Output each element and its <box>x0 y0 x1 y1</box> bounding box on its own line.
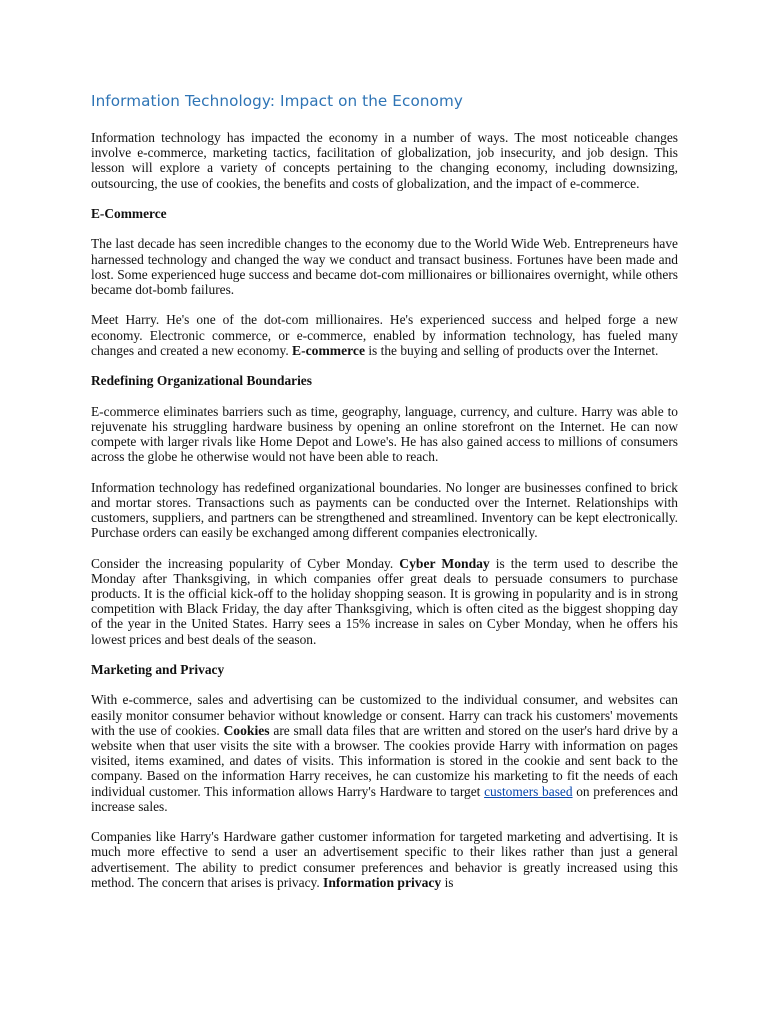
text-run: on preferences and increase sales. <box>91 783 679 814</box>
boundaries-paragraph-3 <box>91 556 678 647</box>
section-heading-boundaries: Redefining Organizational Boundaries <box>91 373 312 389</box>
section-heading-marketing: Marketing and Privacy <box>91 661 225 677</box>
ecommerce-paragraph-1: The last decade has seen incredible changes to the economy due to the World Wide Web. Entrepreneurs have harnessed technology and changed the way we conduct and transact business. Fortunes have been made and lost. Some experienced huge success and became dot-com millionaires or billionaires overnight, while others became dot-bomb failures. <box>91 236 678 297</box>
ecommerce-paragraph-2 <box>91 312 678 358</box>
document-page <box>91 90 678 905</box>
customers-based-link[interactable]: customers based <box>484 783 573 799</box>
text-run: Companies like Harry's Hardware gather customer information for targeted marketing and advertising. It is much more effective to send a user an advertisement specific to their likes rather than just a general advertisement. The ability to predict consumer preferences and behavior is greatly increased using this method. The concern that arises is privacy. <box>91 829 678 890</box>
term-cookies: Cookies <box>223 722 270 738</box>
text-run: Meet Harry. He's one of the dot-com millionaires. He's experienced success and helped forge a new economy. Electronic commerce, or e-commerce, enabled by information technology, has fueled many changes and created a new economy. <box>91 312 678 358</box>
term-information-privacy: Information privacy <box>323 874 442 890</box>
text-run: Consider the increasing popularity of Cyber Monday. <box>91 555 400 571</box>
text-run: is the term used to describe the Monday after Thanksgiving, in which companies offer great deals to persuade consumers to purchase products. It is the official kick-off to the holiday shopping season. It is growing in popularity and is in strong competition with Black Friday, the day after Thanksgiving, which is often cited as the biggest shopping day of the year in the United States. Harry sees a 15% increase in sales on Cyber Monday, when he offers his lowest prices and best deals of the season. <box>91 555 678 647</box>
text-run: are small data files that are written and stored on the user's hard drive by a website when that user visits the site with a browser. The cookies provide Harry with information on pages visited, items examined, and dates of visits. This information is stored in the cookie and sent back to the company. Based on the information Harry receives, he can customize his marketing to fit the needs of each individual customer. This information allows Harry's Hardware to target <box>91 722 678 799</box>
document-title: Information Technology: Impact on the Economy <box>91 92 463 110</box>
text-run: is the buying and selling of products over the Internet. <box>364 342 659 358</box>
section-heading-ecommerce: E-Commerce <box>91 206 167 221</box>
boundaries-paragraph-2: Information technology has redefined organizational boundaries. No longer are businesses confined to brick and mortar stores. Transactions such as payments can be conducted over the Internet. Relationships with customers, suppliers, and partners can be strengthened and streamlined. Inventory can be kept electronically. Purchase orders can easily be exchanged among different companies electronically. <box>91 479 678 541</box>
marketing-paragraph-2 <box>91 829 678 890</box>
term-cyber-monday: Cyber Monday <box>399 555 490 571</box>
marketing-paragraph-1 <box>91 692 678 814</box>
text-run: With e-commerce, sales and advertising can be customized to the individual consumer, and websites can easily monitor consumer behavior without knowledge or consent. Harry can track his customers' movements with the use of cookies. <box>91 692 678 738</box>
intro-paragraph: Information technology has impacted the economy in a number of ways. The most noticeable changes involve e-commerce, marketing tactics, facilitation of globalization, job insecurity, and job design. This lesson will explore a variety of concepts pertaining to the changing economy, including downsizing, outsourcing, the use of cookies, the benefits and costs of globalization, and the impact of e-commerce. <box>91 130 678 191</box>
boundaries-paragraph-1: E-commerce eliminates barriers such as time, geography, language, currency, and culture. Harry was able to rejuvenate his struggling hardware business by opening an online storefront on the Internet. He can now compete with larger rivals like Home Depot and Lowe's. He has also gained access to millions of consumers across the globe he otherwise would not have been able to reach. <box>91 403 678 465</box>
text-run: is <box>441 874 454 890</box>
term-ecommerce: E-commerce <box>292 342 365 358</box>
